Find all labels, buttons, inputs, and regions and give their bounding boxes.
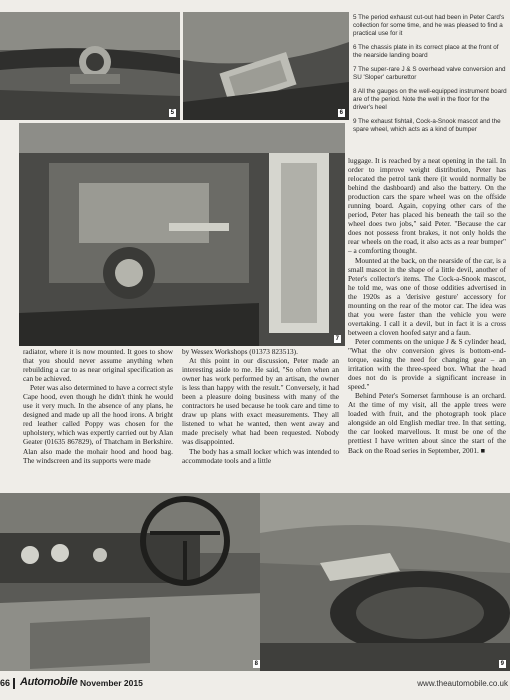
photo-5-number: 5 — [170, 110, 174, 116]
page-number: 66 — [0, 678, 11, 688]
photo-6-chassis-plate — [183, 12, 349, 120]
col2-paragraph-1: by Wessex Workshops (01373 823513). — [182, 347, 298, 356]
col1-paragraph-2: Peter was also determined to have a correct style Cape hood, even though he didn't think he would use it very much. In the absence of any plans, he designed and made up all the hood irons. A bright red leather called Poppy was chosen for the upholstery, which was expertly carried out by Alan Geater (01635 867829), of Thatcham in Berkshire. Alan also made the mohair hood and hood bag. The windscreen and its supports were made — [23, 383, 173, 465]
caption-8: 8 All the gauges on the well-equipped instrument board are of the period. Note the well in the floor for the driver's heel — [353, 88, 507, 111]
photo-9-spare-wheel — [260, 493, 510, 671]
photo-captions — [353, 14, 507, 140]
col3-paragraph-1: luggage. It is reached by a neat opening in the tail. In order to improve weight distribution, Peter has relocated the petrol tank there (it would normally be behind the dashboard) and also the battery. On the production cars the spare wheel was on the offside running board. Again, copying other cars of the period, Peter has placed his beneath the tail so the wheel does two jobs," said Peter. "Because the car does not possess front brakes, it not only holds the rear wheels on the road, it also acts as a rear bumper" – a comforting thought. — [348, 156, 506, 256]
issue-date: November 2015 — [80, 678, 143, 688]
body-column-3 — [348, 156, 506, 455]
col3-paragraph-3: Peter comments on the unique J & S cylinder head, "What the ohv conversion gives is bottom-end-torque, easing the need for changing gear – an irritation with the three-speed box. What the head does not do is provide a significant increase in speed." — [348, 336, 506, 392]
photo-9-image — [260, 493, 510, 671]
photo-5-image — [0, 12, 180, 120]
photo-7-image — [19, 123, 345, 346]
body-column-1 — [23, 347, 173, 465]
caption-9: 9 The exhaust fishtail, Cock-a-Snook mascot and the spare wheel, which acts as a kind of bumper — [353, 118, 501, 133]
caption-6: 6 The chassis plate in its correct place at the front of the nearside landing board — [353, 44, 499, 59]
photo-7-number: 7 — [335, 336, 339, 342]
col3-paragraph-2: Mounted at the back, on the nearside of the car, is a small mascot in the shape of a little devil, another of Peter's collector's items. The Cock-a-Snook mascot, he told me, was one of those oddities advertised in the 1920s as a 'derisive gesture' accessory for mounting on the rear of the motor car. The idea was that you were faster than the vehicle you were overtaking. I call it a devil, but in fact it is a cross between a cloven hoofed satyr and a faun. — [348, 255, 506, 337]
page-footer — [0, 674, 510, 694]
caption-7: 7 The super-rare J & S overhead valve conversion and SU 'Sloper' carburettor — [353, 66, 506, 81]
photo-8-number: 8 — [254, 661, 258, 667]
col3-paragraph-4: Behind Peter's Somerset farmhouse is an orchard. At the time of my visit, all the apple trees were loaded with fruit, and the photograph took place alongside an old English medlar tree. In that setting, the car looked marvellous. It must be one of the prettiest I have written about since the start of the Back on the Road series in September, 2001. ■ — [348, 391, 506, 455]
photo-9-number: 9 — [500, 661, 504, 667]
photo-8-instrument-board — [0, 493, 264, 671]
body-column-2 — [182, 347, 339, 465]
col2-paragraph-3: The body has a small locker which was intended to accommodate tools and a little — [182, 446, 339, 465]
website-link[interactable]: www.theautomobile.co.uk — [417, 679, 508, 688]
photo-7-engine-bay — [19, 123, 345, 346]
photo-6-image — [183, 12, 349, 120]
caption-5: 5 The period exhaust cut-out had been in Peter Card's collection for some time, and he was pleased to find a practical use for it — [353, 14, 505, 37]
photo-6-number: 6 — [339, 110, 343, 116]
photo-8-image — [0, 493, 264, 671]
magazine-logo: Automobile — [20, 676, 78, 688]
col1-paragraph-1: radiator, where it is now mounted. It goes to show that you should never assume anything when rebuilding a car to as near original specification as can be achieved. — [23, 347, 173, 384]
footer-divider — [13, 678, 15, 689]
col2-paragraph-2: At this point in our discussion, Peter made an interesting aside to me. He said, "So often when an owner has work performed by an artisan, the owner is less than happy with the result." Conversely, it had been a pleasure doing business with many of the contractors he used because he took care and time to draw up plans with exact measurements. They all listened to what he wanted, then went away and made precisely what had been requested. Nobody was disappointed. — [182, 356, 339, 447]
photo-5-exhaust-cutout — [0, 12, 180, 120]
